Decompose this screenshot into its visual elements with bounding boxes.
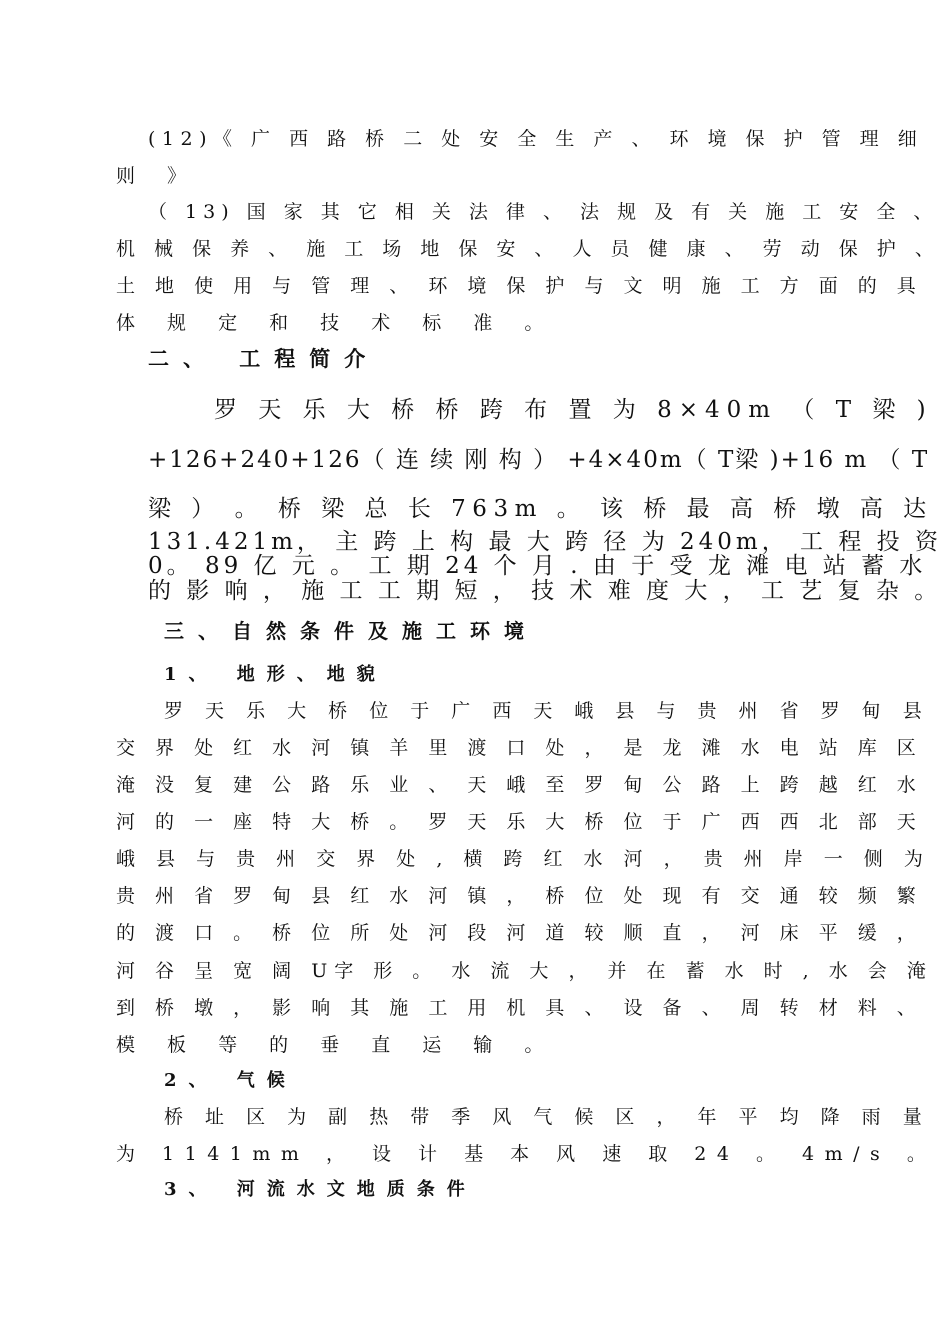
reference-item-13-line1: （ 13) 国 家 其 它 相 关 法 律 、 法 规 及 有 关 施 工 安 全 、 (148, 201, 939, 223)
terrain-line1: 罗 天 乐 大 桥 位 于 广 西 天 峨 县 与 贵 州 省 罗 甸 县 (164, 700, 930, 722)
terrain-line6: 贵 州 省 罗 甸 县 红 水 河 镇 ， 桥 位 处 现 有 交 通 较 频 繁 (116, 885, 923, 907)
subsection3-heading: 3、 河流水文地质条件 (164, 1179, 477, 1200)
terrain-line2: 交 界 处 红 水 河 镇 羊 里 渡 口 处 ， 是 龙 滩 水 电 站 库 区 (116, 737, 923, 759)
section3-heading: 三、自然条件及施工环境 (164, 619, 538, 643)
reference-item-12-line1: (12)《 广 西 路 桥 二 处 安 全 生 产 、 环 境 保 护 管 理 细 (148, 128, 924, 150)
subsection2-heading: 2、 气候 (164, 1070, 297, 1091)
terrain-line8: 河 谷 呈 宽 阔 U字 形 。 水 流 大 ， 并 在 蓄 水 时 , 水 会 淹 (116, 960, 933, 982)
climate-line2: 为 1141mm ， 设 计 基 本 风 速 取 24 。 4m/s 。 (116, 1143, 937, 1165)
reference-item-13-line3: 土 地 使 用 与 管 理 、 环 境 保 护 与 文 明 施 工 方 面 的 具 (116, 275, 923, 297)
overview-line3: 梁 ） 。 桥 梁 总 长 763m 。 该 桥 最 高 桥 墩 高 达 (148, 496, 933, 522)
terrain-line7: 的 渡 口 。 桥 位 所 处 河 段 河 道 较 顺 直 ， 河 床 平 缓 ， (116, 922, 923, 944)
reference-item-13-line2: 机 械 保 养 、 施 工 场 地 保 安 、 人 员 健 康 、 劳 动 保 护 、 (116, 238, 941, 260)
climate-line1: 桥 址 区 为 副 热 带 季 风 气 候 区 ， 年 平 均 降 雨 量 (164, 1106, 930, 1128)
terrain-line4: 河 的 一 座 特 大 桥 。 罗 天 乐 大 桥 位 于 广 西 西 北 部 天 (116, 811, 923, 833)
overview-line2: +126+240+126（ 连 续 刚 构 ） +4×40m（ T梁 )+16 m （ T (148, 447, 930, 473)
terrain-line9: 到 桥 墩 ， 影 响 其 施 工 用 机 具 、 设 备 、 周 转 材 料 、 (116, 997, 923, 1019)
subsection1-heading: 1、 地形、地貌 (164, 664, 387, 685)
overview-line6: 的 影 响 ， 施 工 工 期 短 ， 技 术 难 度 大 ， 工 艺 复 杂 。 (148, 578, 942, 604)
terrain-line10: 模 板 等 的 垂 直 运 输 。 (116, 1034, 557, 1056)
overview-line1: 罗 天 乐 大 桥 桥 跨 布 置 为 8×40m （ T 梁 ) (214, 397, 933, 423)
section2-heading: 二、 工程简介 (148, 346, 380, 371)
reference-item-12-line2: 则 》 (116, 165, 200, 187)
reference-item-13-line4: 体 规 定 和 技 术 标 准 。 (116, 312, 557, 334)
terrain-line3: 淹 没 复 建 公 路 乐 业 、 天 峨 至 罗 甸 公 路 上 跨 越 红 水 (116, 774, 923, 796)
overview-line5: 0。 89 亿 元 。 工 期 24 个 月 . 由 于 受 龙 滩 电 站 蓄 水 (148, 553, 927, 579)
terrain-line5: 峨 县 与 贵 州 交 界 处 , 横 跨 红 水 河 ， 贵 州 岸 一 侧 为 (116, 848, 931, 870)
overview-line4: 131.421m， 主 跨 上 构 最 大 跨 径 为 240m， 工 程 投 资 (148, 529, 942, 555)
